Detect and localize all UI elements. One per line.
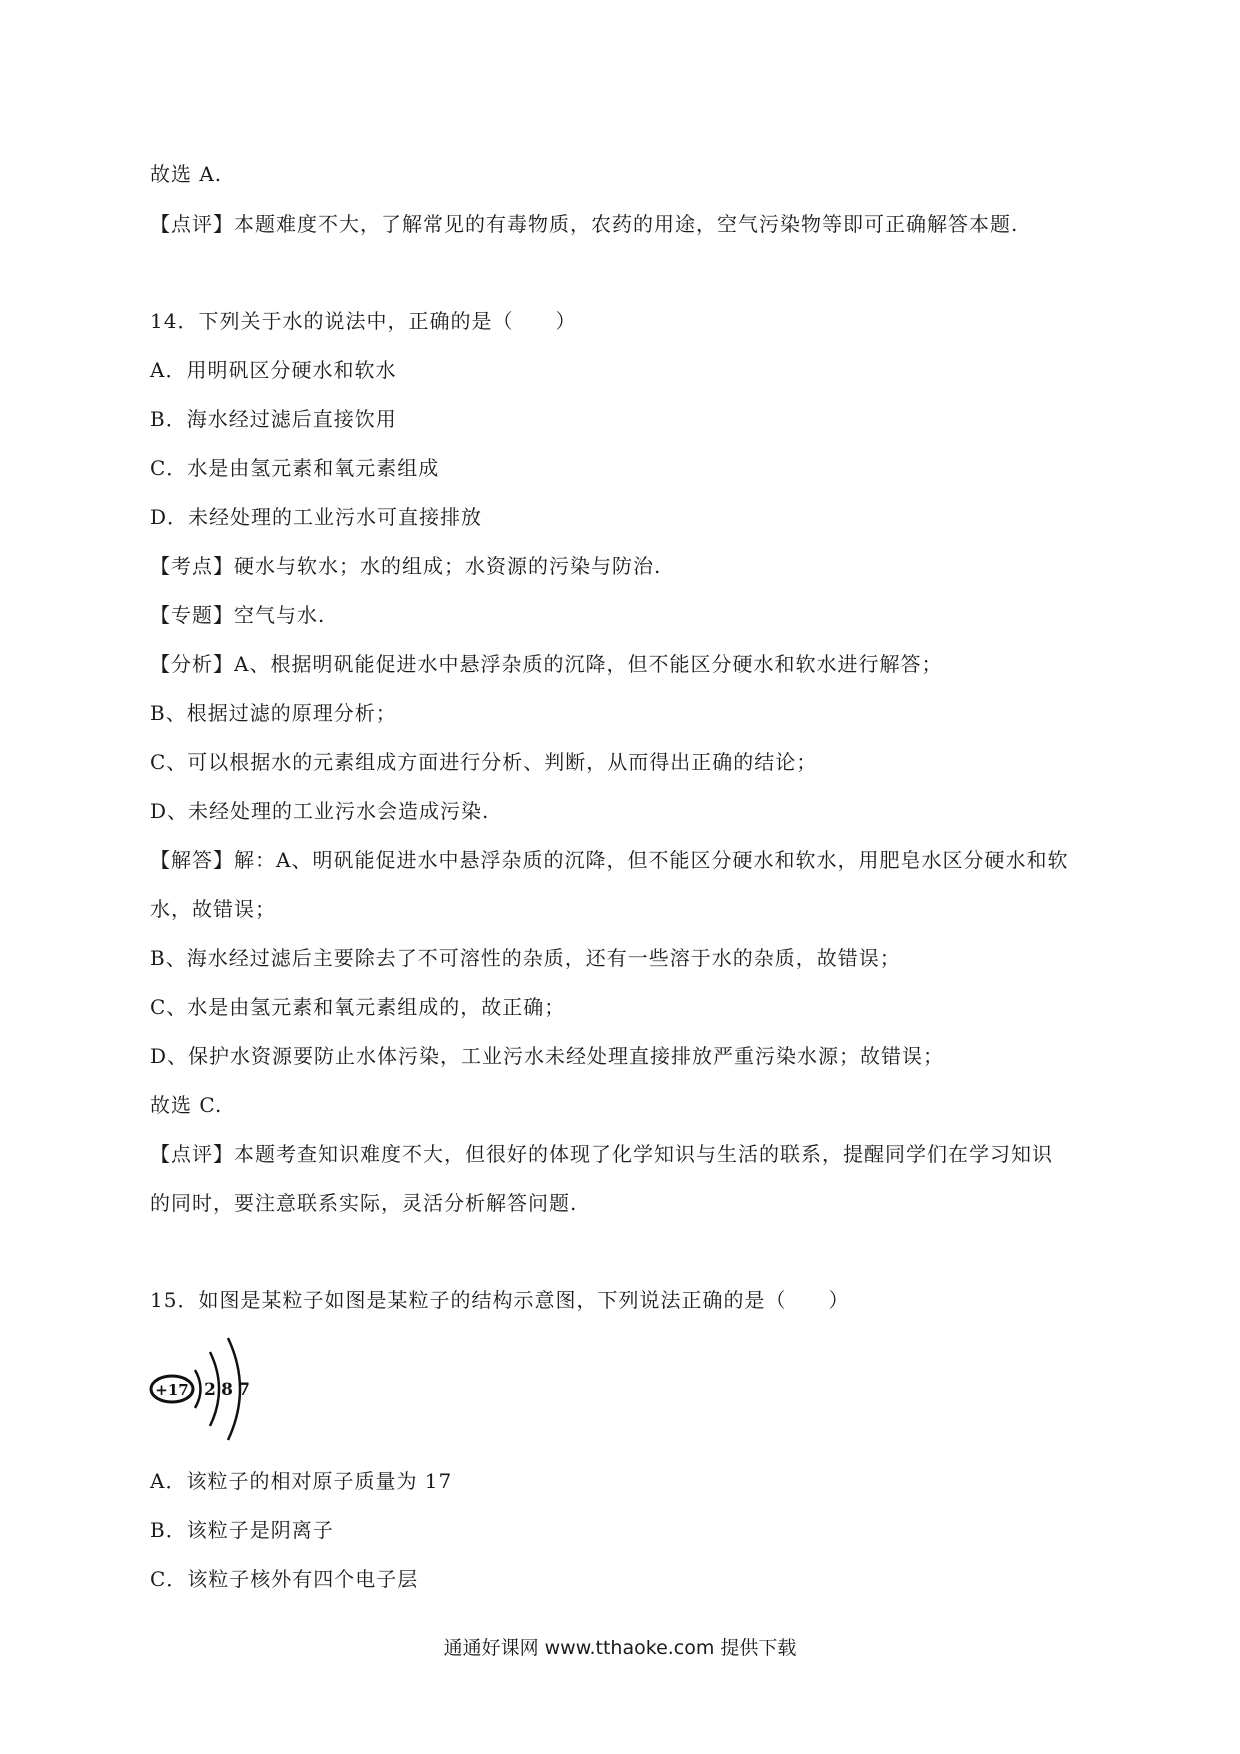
- q14-option-a: A．用明矾区分硬水和软水: [150, 358, 397, 382]
- q14-option-c: C．水是由氢元素和氧元素组成: [150, 456, 440, 480]
- q14-comment-line: 的同时，要注意联系实际，灵活分析解答问题.: [150, 1191, 578, 1215]
- page-footer: 通通好课网 www.tthaoke.com 提供下载: [443, 1637, 797, 1659]
- q14-comment-line: 【点评】本题考查知识难度不大，但很好的体现了化学知识与生活的联系，提醒同学们在学习知识: [150, 1142, 1053, 1166]
- q14-option-d: D．未经处理的工业污水可直接排放: [150, 505, 483, 529]
- q14-analysis-line: C、可以根据水的元素组成方面进行分析、判断，从而得出正确的结论；: [150, 750, 818, 774]
- q15-option-c: C．该粒子核外有四个电子层: [150, 1567, 419, 1591]
- q14-answer: 故选 C.: [150, 1093, 223, 1117]
- q14-solution-line: B、海水经过滤后主要除去了不可溶性的杂质，还有一些溶于水的杂质，故错误；: [150, 946, 901, 970]
- atom-structure-diagram: [148, 1322, 258, 1452]
- q15-option-a: A．该粒子的相对原子质量为 17: [150, 1469, 453, 1493]
- q14-zhuanti: 【专题】空气与水.: [150, 603, 326, 627]
- q14-solution-line: D、保护水资源要防止水体污染，工业污水未经处理直接排放严重污染水源；故错误；: [150, 1044, 945, 1068]
- q14-solution-line: 水，故错误；: [150, 897, 276, 921]
- q14-kaodian: 【考点】硬水与软水；水的组成；水资源的污染与防治.: [150, 554, 662, 578]
- q15-stem: 15．如图是某粒子如图是某粒子的结构示意图，下列说法正确的是（ ）: [150, 1288, 850, 1312]
- q15-option-b: B．该粒子是阴离子: [150, 1518, 334, 1542]
- q14-analysis-line: D、未经处理的工业污水会造成污染.: [150, 799, 490, 823]
- nucleus-charge: +17: [155, 1381, 189, 1399]
- prev-answer: 故选 A.: [150, 162, 223, 186]
- q14-analysis-line: B、根据过滤的原理分析；: [150, 701, 397, 725]
- shell-electron-count: 8: [221, 1380, 233, 1400]
- q14-stem: 14．下列关于水的说法中，正确的是（ ）: [150, 309, 577, 333]
- shell-electron-count: 7: [238, 1380, 250, 1400]
- q14-solution-line: C、水是由氢元素和氧元素组成的，故正确；: [150, 995, 566, 1019]
- prev-comment: 【点评】本题难度不大，了解常见的有毒物质，农药的用途，空气污染物等即可正确解答本题.: [150, 212, 1019, 236]
- q14-analysis-line: 【分析】A、根据明矾能促进水中悬浮杂质的沉降，但不能区分硬水和软水进行解答；: [150, 652, 943, 676]
- q14-option-b: B．海水经过滤后直接饮用: [150, 407, 397, 431]
- electron-shell-arc: [195, 1370, 201, 1408]
- q14-solution-line: 【解答】解：A、明矾能促进水中悬浮杂质的沉降，但不能区分硬水和软水，用肥皂水区分硬水和软: [150, 848, 1069, 872]
- shell-electron-count: 2: [204, 1380, 216, 1400]
